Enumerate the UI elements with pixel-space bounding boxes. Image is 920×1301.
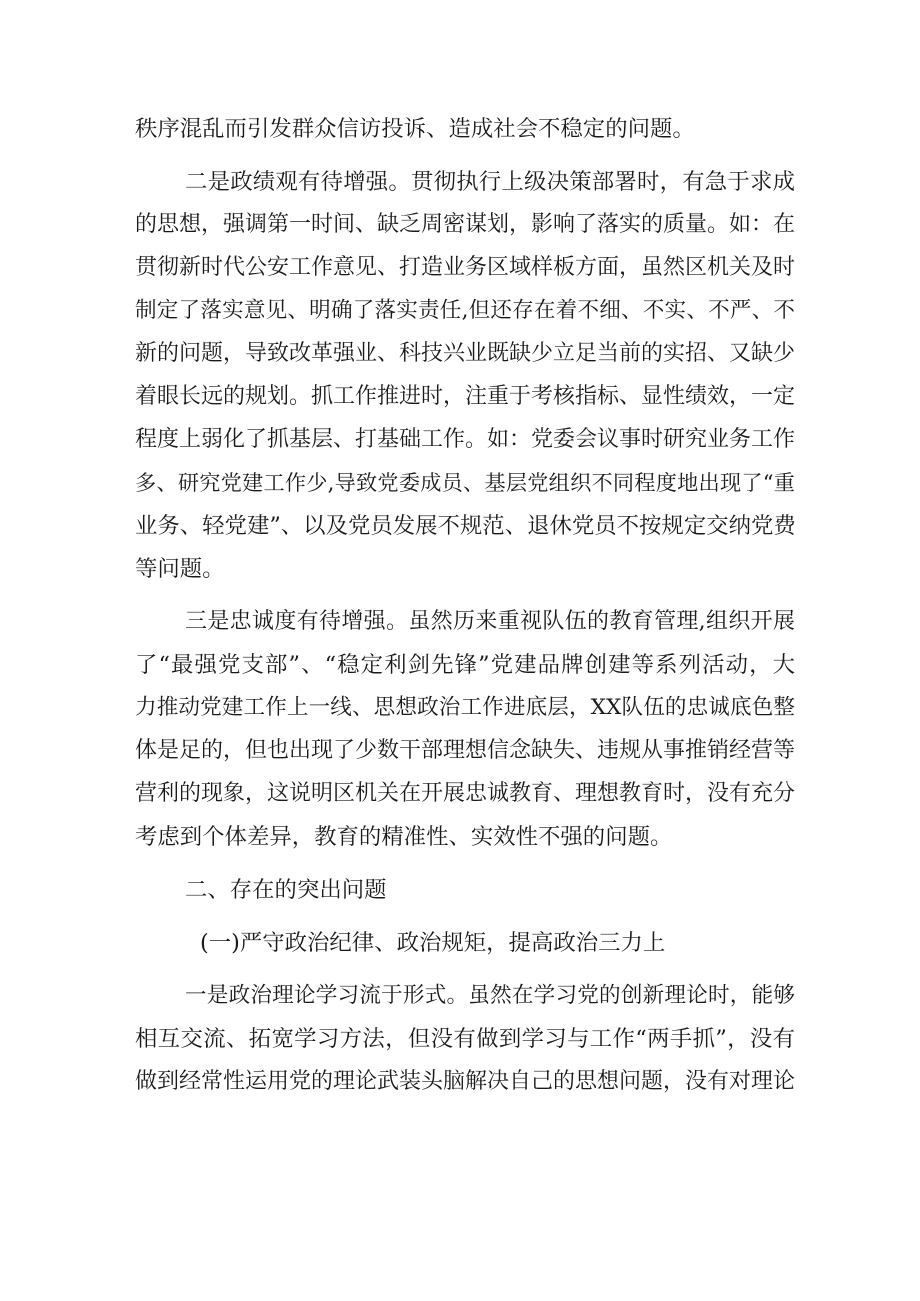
paragraph-first-line: 二是政绩观有待增强。贯彻执行上级决策部署时，有急于求成 [185, 169, 795, 195]
section-heading: 二、存在的突出问题 [185, 877, 387, 903]
text-line: 多、研究党建工作少,导致党委成员、基层党组织不同程度地出现了“重 [135, 470, 795, 495]
subsection-heading: (一)严守政治纪律、政治规矩，提高政治三力上 [200, 930, 666, 956]
text-line: 力推动党建工作上一线、思想政治工作进底层，XX队伍的忠诚底色整 [135, 695, 795, 720]
text-line: 考虑到个体差异，教育的精准性、实效性不强的问题。 [135, 824, 673, 850]
text-line: 体是足的，但也出现了少数干部理想信念缺失、违规从事推销经营等 [135, 738, 796, 763]
text-line: 制定了落实意见、明确了落实责任,但还存在着不细、不实、不严、不 [135, 298, 795, 323]
text-line: 业务、轻党建”、以及党员发展不规范、退休党员不按规定交纳党费 [135, 513, 796, 539]
paragraph-first-line: 三是忠诚度有待增强。虽然历来重视队伍的教育管理,组织开展 [185, 609, 795, 634]
text-line: 秩序混乱而引发群众信访投诉、造成社会不稳定的问题。 [135, 116, 695, 142]
text-line: 等问题。 [135, 556, 225, 582]
text-line: 新的问题，导致改革强业、科技兴业既缺少立足当前的实招、又缺少 [135, 341, 796, 366]
text-line: 营利的现象，这说明区机关在开展忠诚教育、理想教育时，没有充分 [135, 781, 796, 806]
text-line: 的思想，强调第一时间、缺乏周密谋划，影响了落实的质量。如：在 [135, 212, 796, 237]
text-line: 相互交流、拓宽学习方法，但没有做到学习与工作“两手抓”，没有 [135, 1026, 795, 1052]
paragraph-first-line: 一是政治理论学习流于形式。虽然在学习党的创新理论时，能够 [185, 983, 795, 1008]
text-line: 贯彻新时代公安工作意见、打造业务区域样板方面，虽然区机关及时 [135, 255, 796, 280]
text-line: 着眼长远的规划。抓工作推进时，注重于考核指标、显性绩效，一定 [135, 384, 796, 409]
text-line: 了“最强党支部”、“稳定利剑先锋”党建品牌创建等系列活动，大 [135, 652, 795, 678]
text-line: 程度上弱化了抓基层、打基础工作。如：党委会议事时研究业务工作 [135, 427, 796, 452]
text-line: 做到经常性运用党的理论武装头脑解决自己的思想问题，没有对理论 [135, 1069, 796, 1094]
